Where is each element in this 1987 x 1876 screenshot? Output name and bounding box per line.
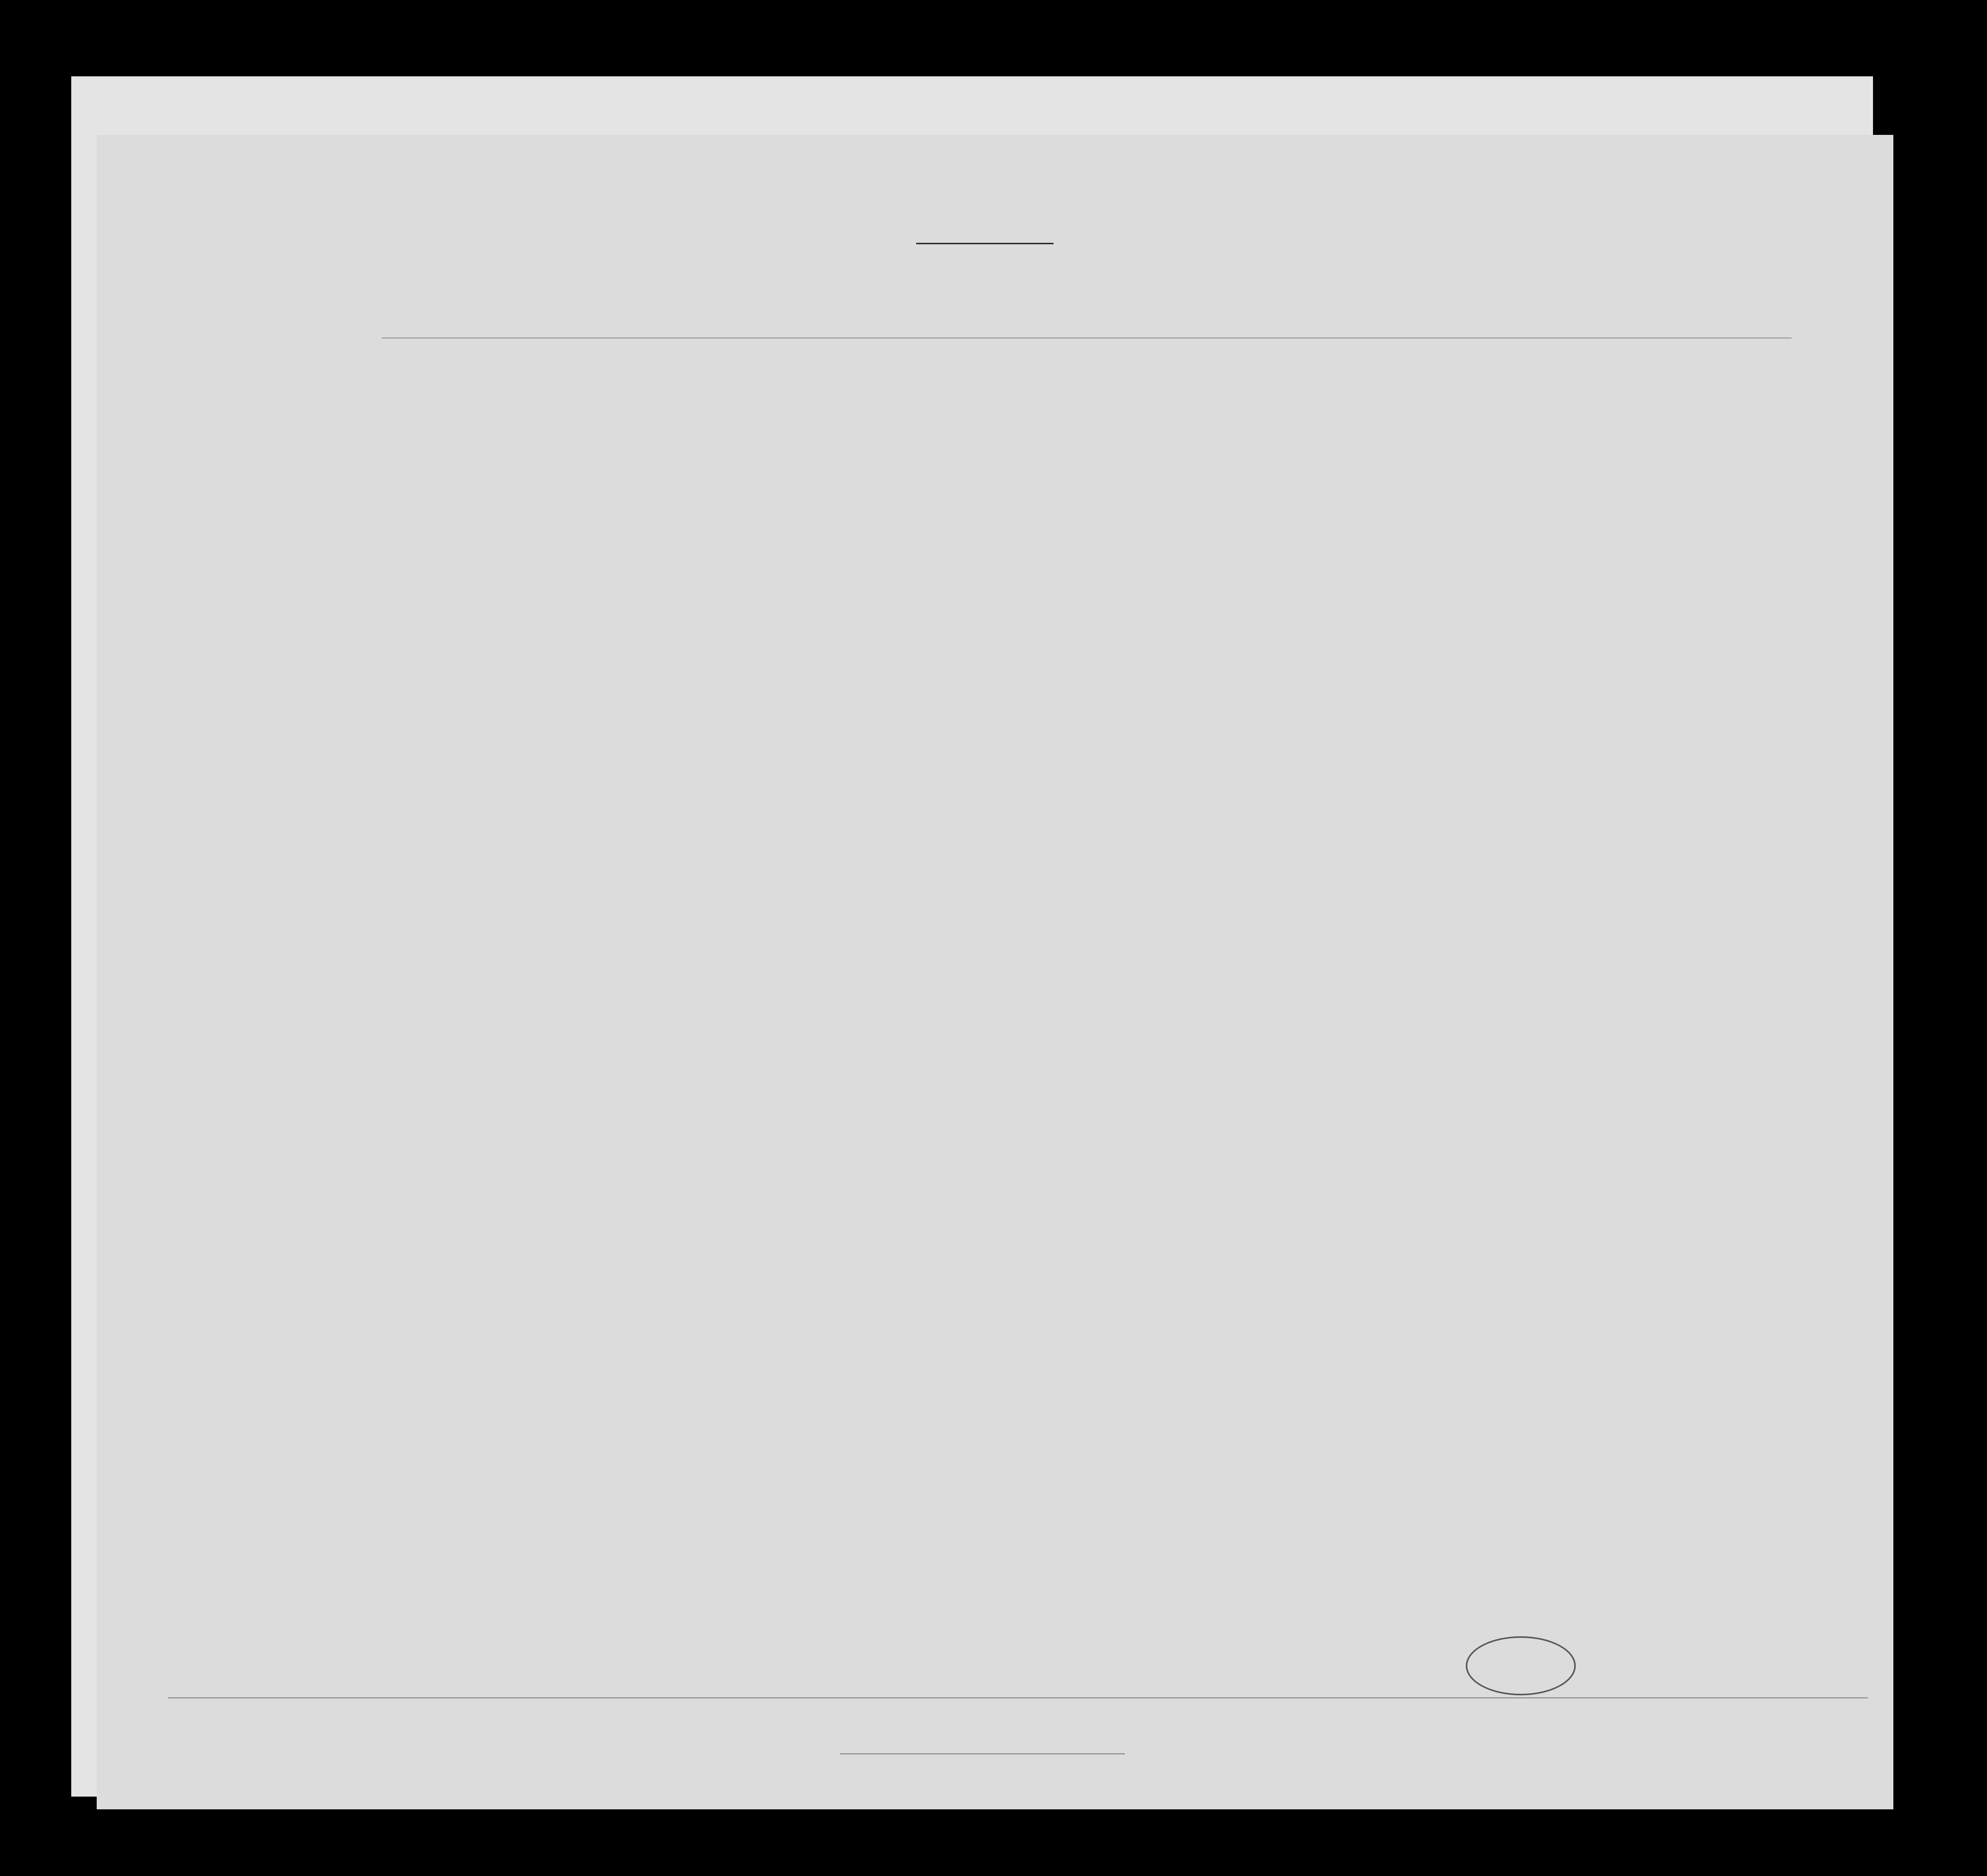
manifest-sheet (97, 135, 1893, 1809)
footer-rule (168, 1697, 1868, 1698)
voyage-underline (382, 337, 1792, 338)
title-rule (916, 243, 1054, 244)
signature-line (840, 1753, 1125, 1754)
total-count-circle (1466, 1636, 1576, 1695)
